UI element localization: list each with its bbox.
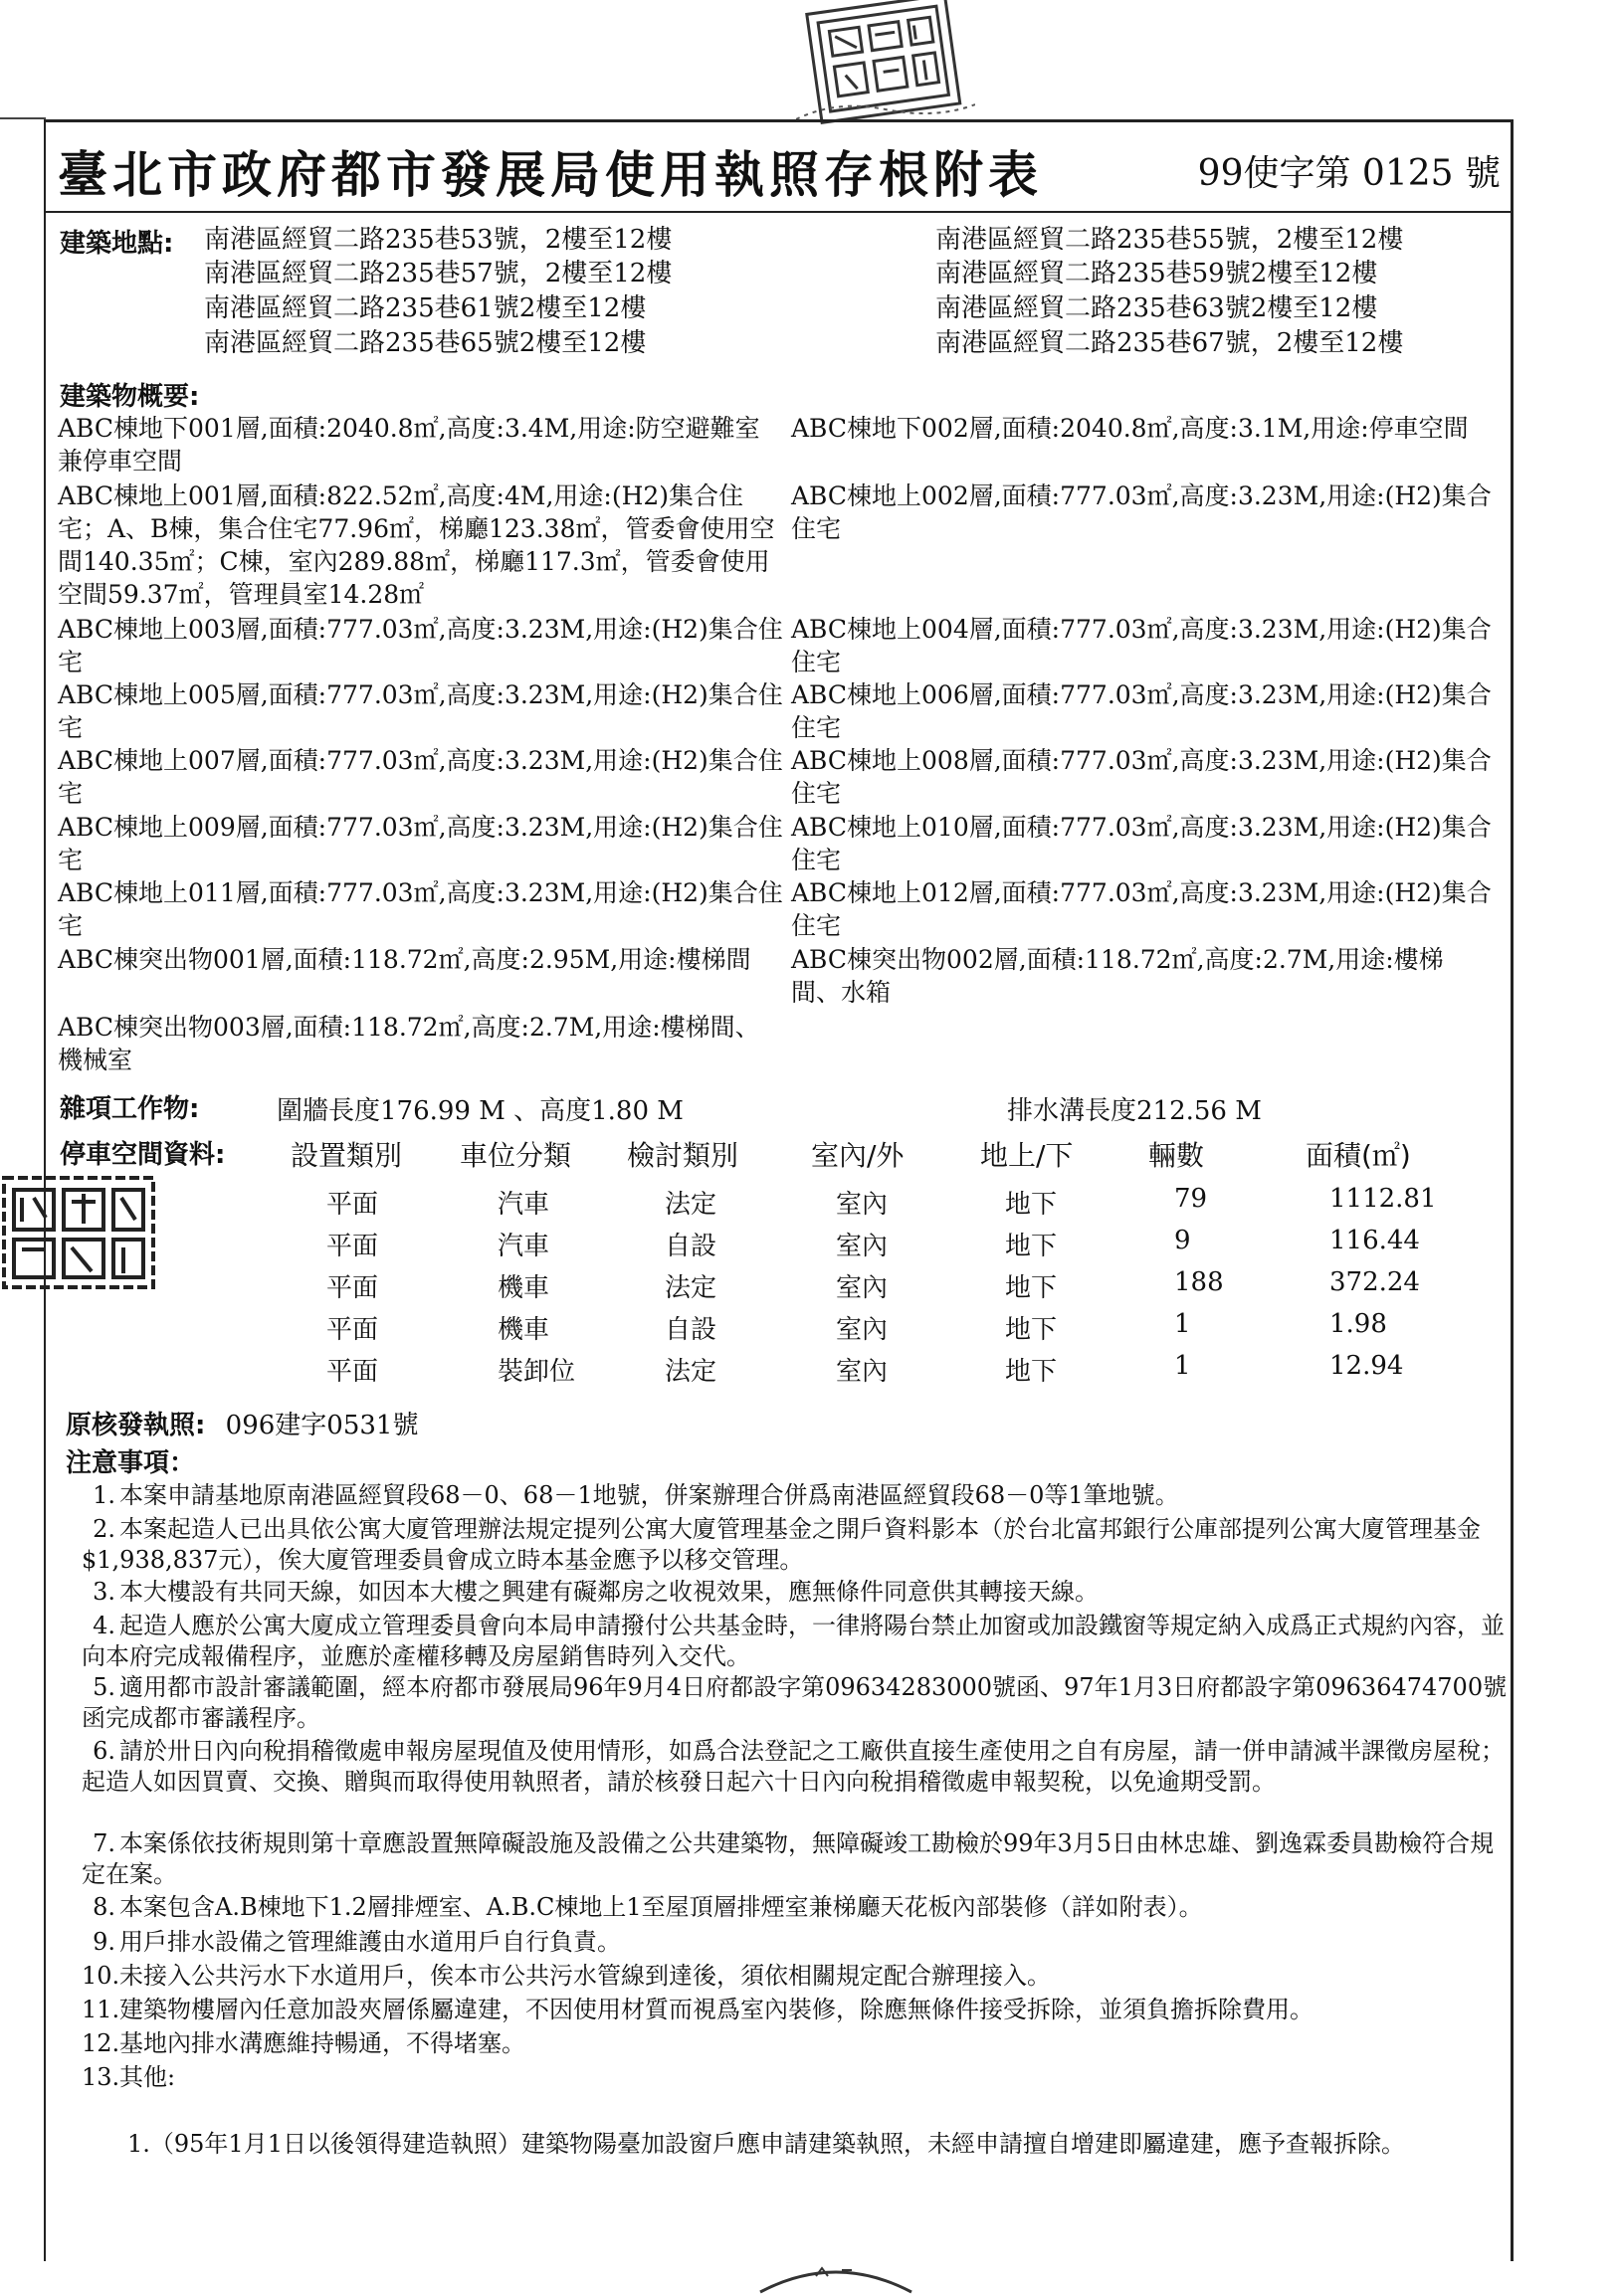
notes-label: 注意事項： <box>66 1448 196 1478</box>
note-text: 起造人應於公寓大廈成立管理委員會向本局申請撥付公共基金時，一律將陽台禁止加窗或加設鐵窗等規定納入成爲正式規約內容，並向本府完成報備程序，並應於產權移轉及房屋銷售時列入交代。 <box>82 1612 1505 1670</box>
address-right-1: 南港區經貿二路235巷55號，2樓至12樓 <box>935 225 1404 255</box>
note-number: 1. <box>93 1481 115 1509</box>
note-item <box>82 1961 1515 1992</box>
note-item <box>82 1480 1515 1511</box>
parking-cell-indoor: 室內 <box>836 1190 889 1220</box>
note-text: 建築物樓層內任意加設夾層係屬違建，不因使用材質而視爲室內裝修，除應無條件接受拆除，並須負擔拆除費用。 <box>119 1996 1313 2023</box>
parking-cell-count: 188 <box>1174 1267 1224 1297</box>
note-number: 9. <box>93 1928 115 1956</box>
permit-number: 99使字第 0125 號 <box>1197 153 1501 194</box>
parking-cell-vehicle: 機車 <box>498 1273 550 1303</box>
note-item <box>82 1828 1515 1890</box>
note-text: 本案申請基地原南港區經貿段68－0、68－1地號，併案辦理合併爲南港區經貿段68－0等1筆地號。 <box>119 1481 1179 1509</box>
header-divider <box>44 211 1512 213</box>
parking-cell-indoor: 室內 <box>836 1315 889 1345</box>
parking-cell-vehicle: 汽車 <box>498 1190 550 1220</box>
note-text: 其他: <box>119 2063 176 2091</box>
rooftop-3: ABC棟突出物003層,面積:118.72㎡,高度:2.7M,用途:樓梯間、機械室 <box>58 1013 760 1074</box>
parking-cell-area: 12.94 <box>1329 1351 1404 1381</box>
note-number: 4. <box>93 1612 115 1639</box>
note-text: 適用都市設計審議範圍，經本府都市發展局96年9月4日府都設字第09634283000號函、97年1月3日府都設字第09636474700號函完成都市審議程序。 <box>82 1673 1508 1732</box>
parking-cell-review: 法定 <box>665 1357 717 1387</box>
floor-5f: ABC棟地上005層,面積:777.03㎡,高度:3.23M,用途:(H2)集合住宅 <box>58 680 783 742</box>
drain-length: 排水溝長度212.56 M <box>1007 1096 1262 1126</box>
floor-7f: ABC棟地上007層,面積:777.03㎡,高度:3.23M,用途:(H2)集合住宅 <box>58 746 783 808</box>
parking-cell-level: 地下 <box>1005 1273 1058 1303</box>
parking-header-type: 設置類別 <box>291 1139 403 1172</box>
misc-structures-label: 雜項工作物: <box>60 1094 200 1124</box>
parking-cell-vehicle: 機車 <box>498 1315 550 1345</box>
floor-9f: ABC棟地上009層,面積:777.03㎡,高度:3.23M,用途:(H2)集合住宅 <box>58 813 783 874</box>
wall-dimensions: 圍牆長度176.99 M 、高度1.80 M <box>277 1096 684 1126</box>
parking-cell-review: 自設 <box>665 1232 717 1261</box>
address-right-2: 南港區經貿二路235巷59號2樓至12樓 <box>935 259 1378 288</box>
address-left-4: 南港區經貿二路235巷65號2樓至12樓 <box>204 328 647 358</box>
parking-cell-type: 平面 <box>326 1190 379 1220</box>
note-number: 5. <box>93 1673 115 1701</box>
note-item <box>82 1577 1515 1608</box>
note-item <box>82 1892 1515 1923</box>
parking-cell-type: 平面 <box>326 1357 379 1387</box>
parking-cell-area: 1.98 <box>1329 1309 1387 1339</box>
floor-1f: ABC棟地上001層,面積:822.52㎡,高度:4M,用途:(H2)集合住宅；A、B棟，集合住宅77.96㎡，梯廳123.38㎡，管委會使用空間140.35㎡；C棟，室內289.88㎡，梯廳117.3㎡，管委會使用空間59.37㎡，管理員室14.28㎡ <box>58 481 775 609</box>
note-item <box>82 1927 1515 1958</box>
note-item <box>82 2028 1515 2059</box>
floor-11f: ABC棟地上011層,面積:777.03㎡,高度:3.23M,用途:(H2)集合住宅 <box>58 878 783 940</box>
address-left-1: 南港區經貿二路235巷53號，2樓至12樓 <box>204 225 673 255</box>
floor-8f: ABC棟地上008層,面積:777.03㎡,高度:3.23M,用途:(H2)集合住宅 <box>791 746 1492 808</box>
address-left-2: 南港區經貿二路235巷57號，2樓至12樓 <box>204 259 673 288</box>
note-item <box>82 1514 1515 1576</box>
parking-cell-indoor: 室內 <box>836 1273 889 1303</box>
parking-header-vehicle: 車位分類 <box>460 1139 572 1172</box>
floor-2f: ABC棟地上002層,面積:777.03㎡,高度:3.23M,用途:(H2)集合住宅 <box>791 481 1492 543</box>
page-scratch-mark <box>0 117 46 119</box>
parking-cell-type: 平面 <box>326 1273 379 1303</box>
note-text: 本案包含A.B棟地下1.2層排煙室、A.B.C棟地上1至屋頂層排煙室兼梯廳天花板內部裝修（詳如附表）。 <box>119 1893 1203 1921</box>
parking-header-level: 地上/下 <box>980 1139 1074 1172</box>
parking-cell-level: 地下 <box>1005 1315 1058 1345</box>
parking-header-count: 輛數 <box>1148 1139 1205 1172</box>
floor-b2: ABC棟地下002層,面積:2040.8㎡,高度:3.1M,用途:停車空間 <box>791 414 1469 443</box>
parking-cell-indoor: 室內 <box>836 1357 889 1387</box>
floor-12f: ABC棟地上012層,面積:777.03㎡,高度:3.23M,用途:(H2)集合住宅 <box>791 878 1492 940</box>
rooftop-1: ABC棟突出物001層,面積:118.72㎡,高度:2.95M,用途:樓梯間 <box>58 945 751 974</box>
note-text: 本案起造人已出具依公寓大廈管理辦法規定提列公寓大廈管理基金之開戶資料影本（於台北富邦銀行公庫部提列公寓大廈管理基金$1,938,837元），俟大廈管理委員會成立時本基金應予以移交管理。 <box>82 1515 1481 1574</box>
parking-cell-review: 法定 <box>665 1190 717 1220</box>
note-text: 本大樓設有共同天線，如因本大樓之興建有礙鄰房之收視效果，應無條件同意供其轉接天線。 <box>119 1578 1099 1606</box>
note-number: 2. <box>93 1515 115 1543</box>
parking-cell-vehicle: 汽車 <box>498 1232 550 1261</box>
note-item <box>82 1995 1515 2025</box>
note-text: 未接入公共污水下水道用戶，俟本市公共污水管線到達後，須依相關規定配合辦理接入。 <box>119 1962 1051 1990</box>
address-right-4: 南港區經貿二路235巷67號，2樓至12樓 <box>935 328 1404 358</box>
parking-cell-review: 自設 <box>665 1315 717 1345</box>
address-left-3: 南港區經貿二路235巷61號2樓至12樓 <box>204 293 647 323</box>
note-number: 8. <box>93 1893 115 1921</box>
parking-cell-vehicle: 裝卸位 <box>498 1357 576 1387</box>
parking-cell-count: 1 <box>1174 1309 1191 1339</box>
document-title: 臺北市政府都市發展局使用執照存根附表 <box>58 145 1043 204</box>
original-permit-label: 原核發執照: <box>66 1411 206 1440</box>
note-item <box>82 1672 1515 1734</box>
note-text: 用戶排水設備之管理維護由水道用戶自行負責。 <box>119 1928 621 1956</box>
note-13-sub-item: 1.（95年1月1日以後領得建造執照）建築物陽臺加設窗戶應申請建築執照，未經申請擅自增建即屬違建，應予查報拆除。 <box>127 2130 1405 2158</box>
building-overview-label: 建築物概要: <box>60 382 200 412</box>
note-item <box>82 1611 1515 1672</box>
note-text: 基地內排水溝應維持暢通，不得堵塞。 <box>119 2029 525 2057</box>
note-text: 請於卅日內向稅捐稽徵處申報房屋現值及使用情形，如爲合法登記之工廠供直接生產使用之自有房屋，請一併申請減半課徵房屋稅；起造人如因買賣、交換、贈與而取得使用執照者，請於核發日起六十日內向稅捐稽徵處申報契稅，以免逾期受罰。 <box>82 1737 1505 1796</box>
parking-cell-level: 地下 <box>1005 1190 1058 1220</box>
parking-cell-count: 1 <box>1174 1351 1191 1381</box>
parking-cell-indoor: 室內 <box>836 1232 889 1261</box>
floor-b1: ABC棟地下001層,面積:2040.8㎡,高度:3.4M,用途:防空避難室兼停車空間 <box>58 414 760 476</box>
parking-header-review: 檢討類別 <box>627 1139 739 1172</box>
original-permit <box>66 1405 418 1441</box>
bottom-seal-fragment <box>756 2256 915 2296</box>
parking-header-indoor: 室內/外 <box>811 1139 905 1172</box>
note-text: 本案係依技術規則第十章應設置無障礙設施及設備之公共建築物，無障礙竣工勘檢於99年3月5日由林忠雄、劉逸霖委員勘檢符合規定在案。 <box>82 1829 1495 1888</box>
floor-10f: ABC棟地上010層,面積:777.03㎡,高度:3.23M,用途:(H2)集合住宅 <box>791 813 1492 874</box>
floor-6f: ABC棟地上006層,面積:777.03㎡,高度:3.23M,用途:(H2)集合住宅 <box>791 680 1492 742</box>
floor-4f: ABC棟地上004層,面積:777.03㎡,高度:3.23M,用途:(H2)集合住宅 <box>791 615 1492 676</box>
original-permit-value: 096建字0531號 <box>225 1411 419 1440</box>
note-number: 7. <box>93 1829 115 1857</box>
parking-cell-count: 9 <box>1174 1226 1191 1255</box>
parking-cell-review: 法定 <box>665 1273 717 1303</box>
note-number: 6. <box>93 1737 115 1765</box>
parking-cell-area: 116.44 <box>1329 1226 1420 1255</box>
parking-cell-count: 79 <box>1174 1184 1208 1214</box>
note-item <box>82 1736 1515 1798</box>
parking-cell-level: 地下 <box>1005 1232 1058 1261</box>
parking-label: 停車空間資料: <box>60 1140 226 1170</box>
note-number: 13. <box>82 2063 120 2091</box>
parking-cell-area: 1112.81 <box>1329 1184 1437 1214</box>
parking-cell-area: 372.24 <box>1329 1267 1420 1297</box>
note-number: 12. <box>82 2029 120 2057</box>
note-number: 11. <box>82 1996 120 2023</box>
parking-header-area: 面積(㎡) <box>1306 1139 1411 1172</box>
note-number: 3. <box>93 1578 115 1606</box>
parking-cell-type: 平面 <box>326 1315 379 1345</box>
parking-cell-type: 平面 <box>326 1232 379 1261</box>
note-item <box>82 2062 1515 2093</box>
floor-3f: ABC棟地上003層,面積:777.03㎡,高度:3.23M,用途:(H2)集合住宅 <box>58 615 783 676</box>
address-right-3: 南港區經貿二路235巷63號2樓至12樓 <box>935 293 1378 323</box>
note-number: 10. <box>82 1962 120 1990</box>
site-label: 建築地點: <box>60 229 174 259</box>
rooftop-2: ABC棟突出物002層,面積:118.72㎡,高度:2.7M,用途:樓梯間、水箱 <box>791 945 1444 1007</box>
parking-cell-level: 地下 <box>1005 1357 1058 1387</box>
